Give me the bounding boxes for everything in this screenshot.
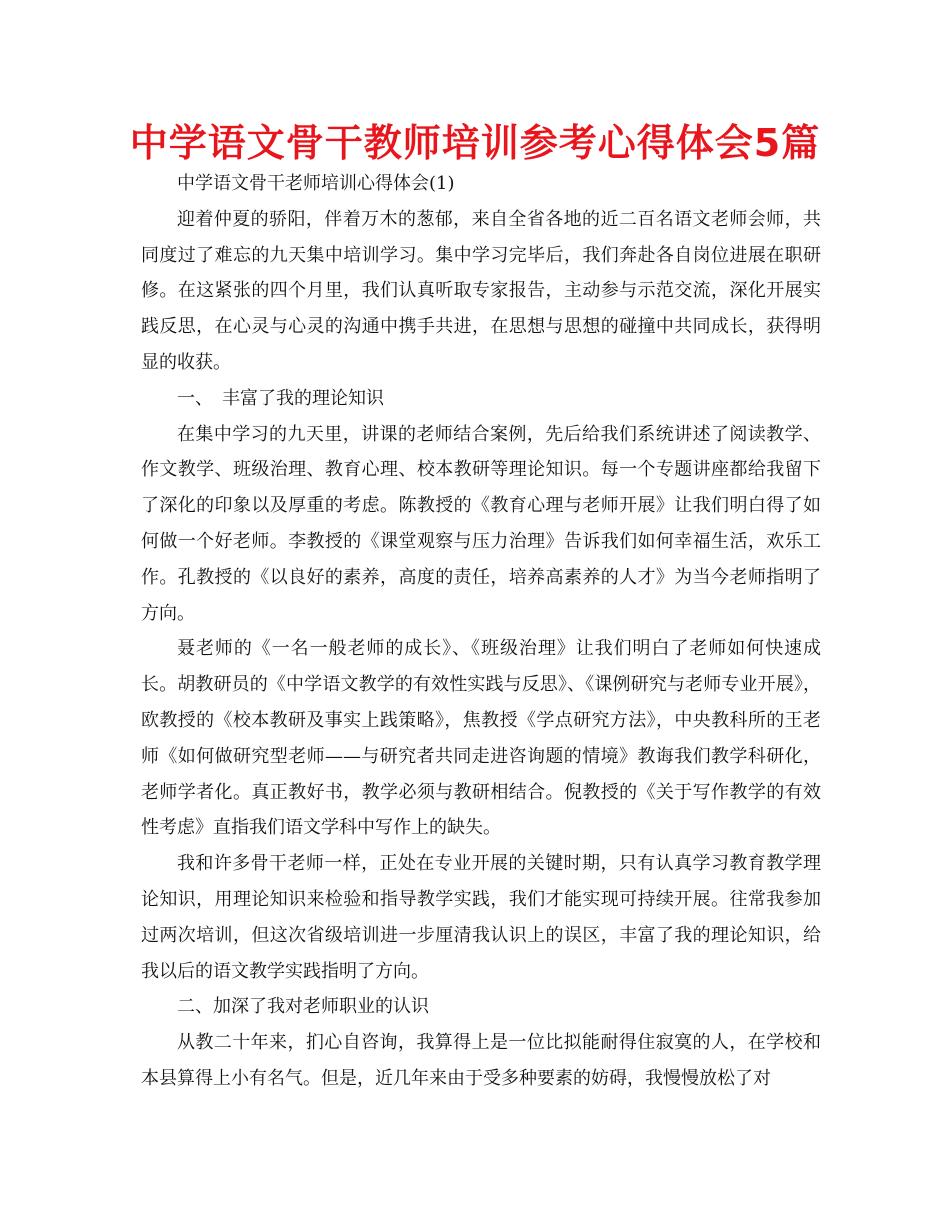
document-body <box>141 166 821 1097</box>
paragraph: 我和许多骨干老师一样，正处在专业开展的关键时期，只有认真学习教育教学理论知识，用理论知识来检验和指导教学实践，我们才能实现可持续开展。往常我参加过两次培训，但这次省级培训进一步厘清我认识上的误区，丰富了我的理论知识，给我以后的语文教学实践指明了方向。 <box>141 853 821 982</box>
section-heading: 二、加深了我对老师职业的认识 <box>177 996 429 1018</box>
document-title: 中学语文骨干教师培训参考心得体会5篇 <box>129 121 821 165</box>
section-subtitle: 中学语文骨干老师培训心得体会(1) <box>177 173 455 194</box>
section-heading: 一、 丰富了我的理论知识 <box>177 387 384 409</box>
paragraph: 在集中学习的九天里，讲课的老师结合案例，先后给我们系统讲述了阅读教学、作文教学、班级治理、教育心理、校本教研等理论知识。每一个专题讲座都给我留下了深化的印象以及厚重的考虑。陈教授的《教育心理与老师开展》让我们明白得了如何做一个好老师。李教授的《课堂观察与压力治理》告诉我们如何幸福生活，欢乐工作。孔教授的《以良好的素养，高度的责任，培养高素养的人才》为当今老师指明了方向。 <box>141 423 821 624</box>
paragraph: 聂老师的《一名一般老师的成长》、《班级治理》让我们明白了老师如何快速成长。胡教研员的《中学语文教学的有效性实践与反思》、《课例研究与老师专业开展》，欧教授的《校本教研及事实上践策略》，焦教授《学点研究方法》，中央教科所的王老师《如何做研究型老师——与研究者共同走进咨询题的情境》教诲我们教学科研化，老师学者化。真正教好书，教学必须与教研相结合。倪教授的《关于写作教学的有效性考虑》直指我们语文学科中写作上的缺失。 <box>141 638 821 839</box>
paragraph: 迎着仲夏的骄阳，伴着万木的葱郁，来自全省各地的近二百名语文老师会师，共同度过了难忘的九天集中培训学习。集中学习完毕后，我们奔赴各自岗位进展在职研修。在这紧张的四个月里，我们认真听取专家报告，主动参与示范交流，深化开展实践反思，在心灵与心灵的沟通中携手共进，在思想与思想的碰撞中共同成长，获得明显的收获。 <box>141 208 821 373</box>
paragraph: 从教二十年来，扪心自咨询，我算得上是一位比拟能耐得住寂寞的人，在学校和本县算得上小有名气。但是，近几年来由于受多种要素的妨碍，我慢慢放松了对 <box>141 1032 821 1089</box>
